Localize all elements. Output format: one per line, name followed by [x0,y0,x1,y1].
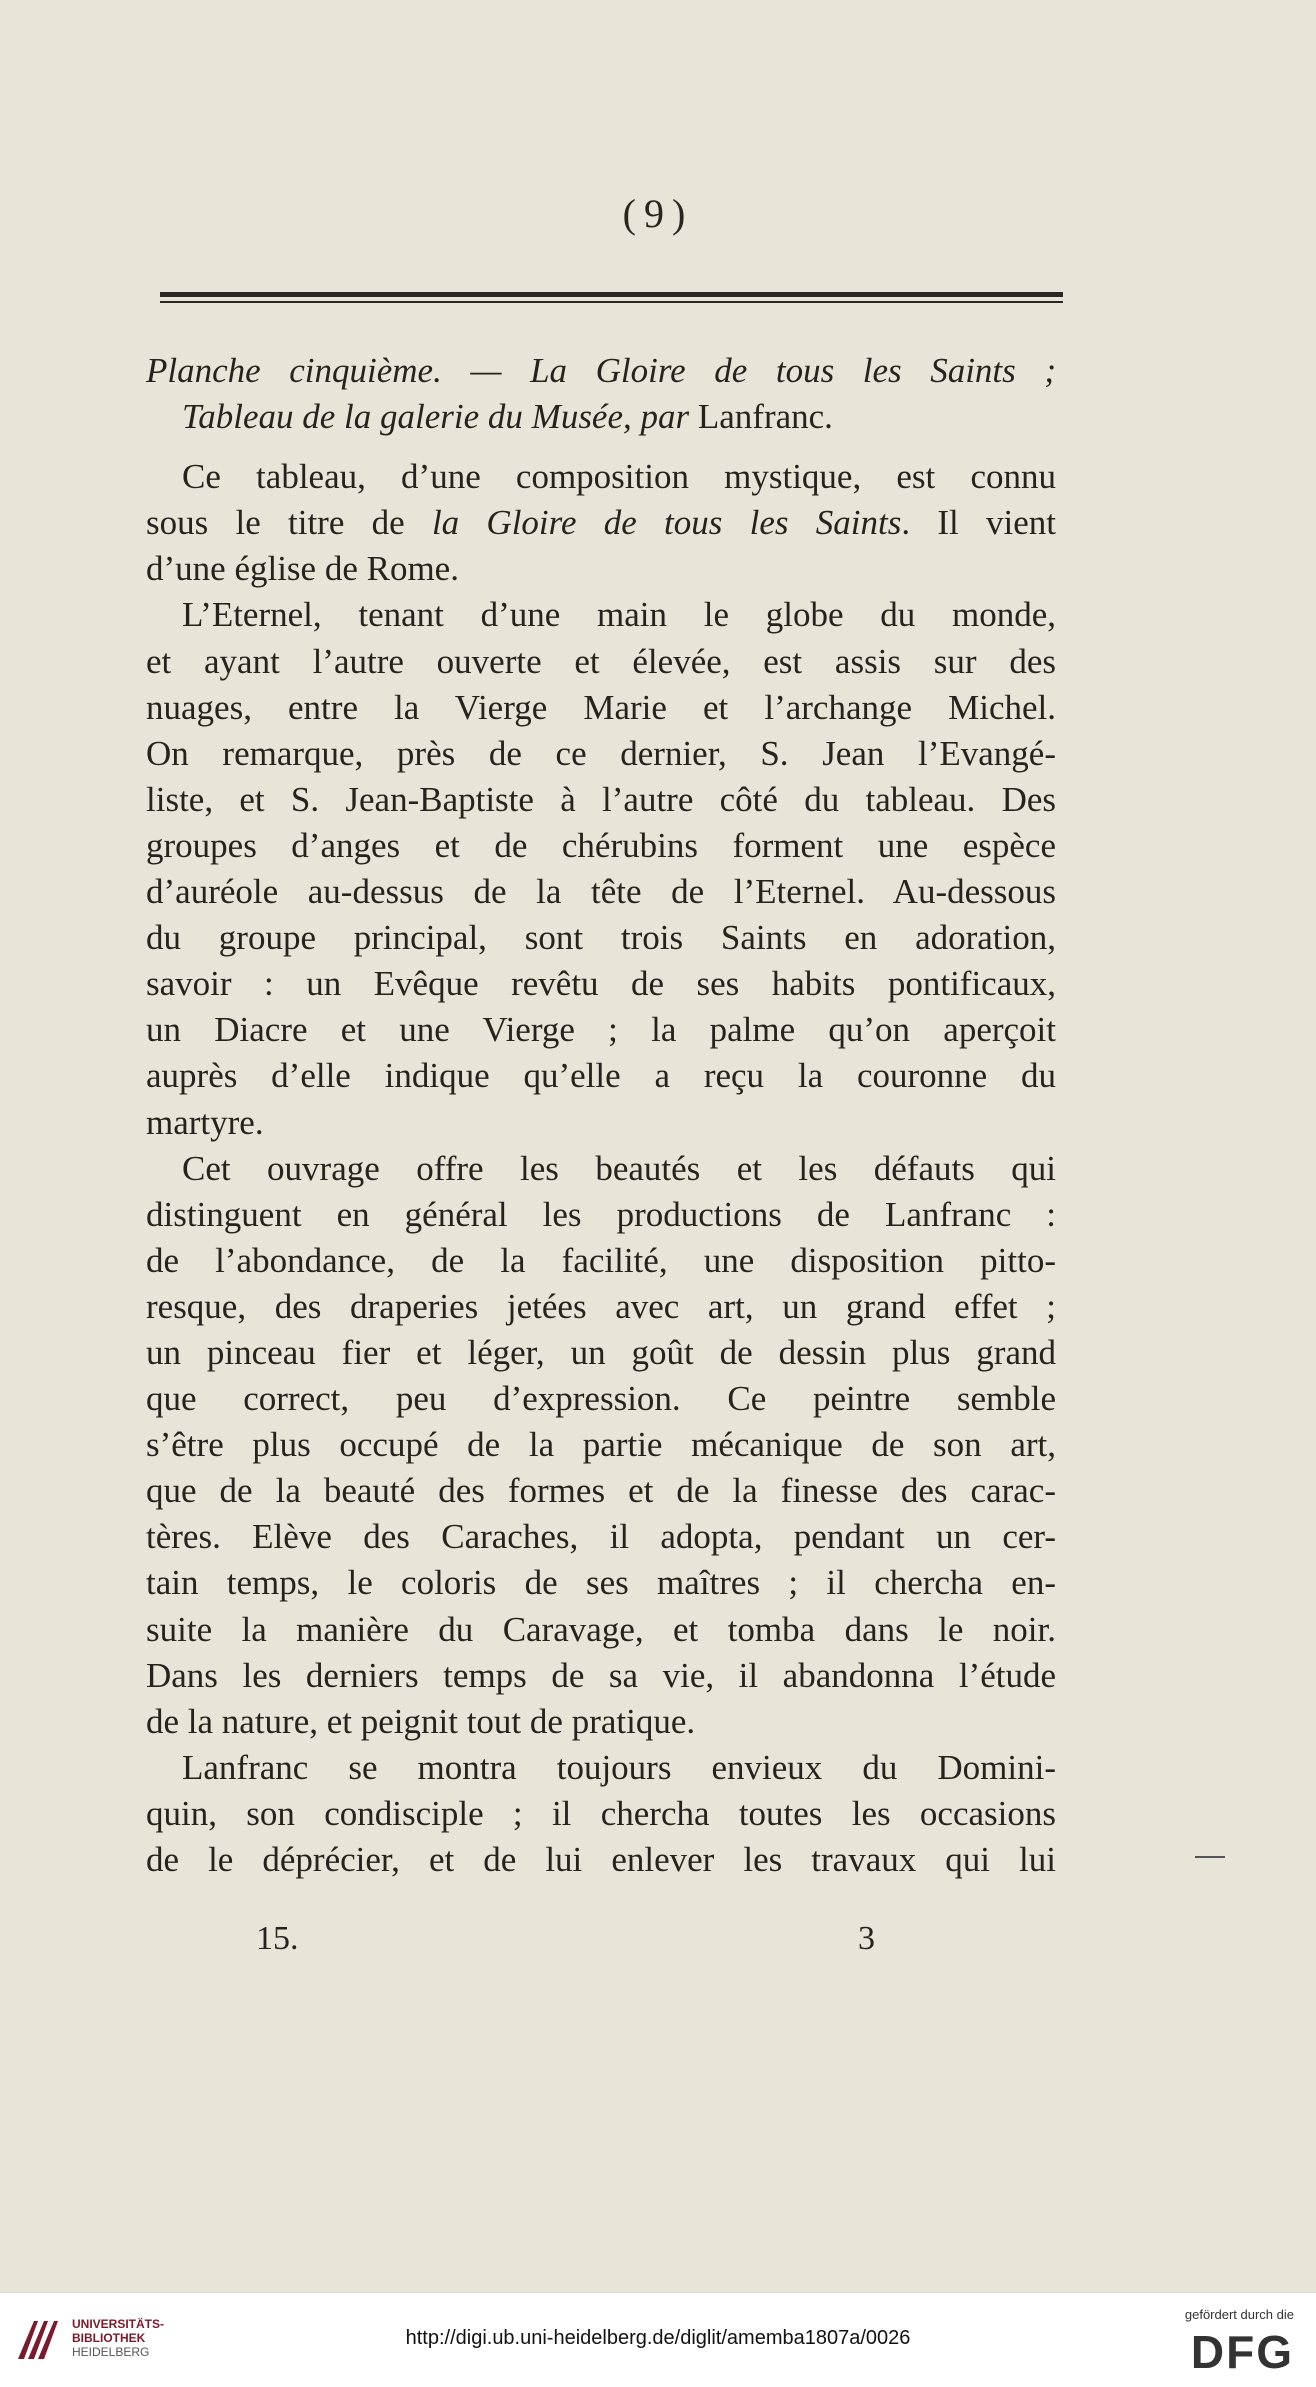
dfg-logo: DFG [1190,2326,1294,2378]
text-line: savoir : un Evêque revêtu de ses habits pontificaux, [146,964,1056,1004]
text-span: sous le titre de [146,503,432,543]
page-number: (9) [622,191,694,236]
signature-mark: 3 [858,1920,875,1957]
caption-italic: Tableau de la galerie du Musée, par [182,397,690,437]
text-line: nuages, entre la Vierge Marie et l’archange Michel. [146,687,1056,727]
caption-line [146,394,1056,440]
text-line: que correct, peu d’expression. Ce peintre semble [146,1379,1056,1419]
text-line: quin, son condisciple ; il chercha toutes les occasions [146,1793,1056,1833]
text-line: L’Eternel, tenant d’une main le globe du monde, [182,595,1056,635]
text-line: de la nature, et peignit tout de pratique. [146,1701,696,1741]
text-line: distinguent en général les productions de Lanfranc : [146,1194,1056,1234]
funding-label: gefördert durch die [1184,2307,1294,2322]
paragraph-gap [146,440,1056,454]
text-line: s’être plus occupé de la partie mécanique de son art, [146,1425,1056,1465]
signature-number: 15. [256,1920,299,1957]
text-line: de l’abondance, de la facilité, une disposition pitto- [146,1240,1056,1280]
caption-line: Planche cinquième. — La Gloire de tous les Saints ; [146,351,1056,390]
text-line: et ayant l’autre ouverte et élevée, est assis sur des [146,641,1056,681]
text-line: un Diacre et une Vierge ; la palme qu’on aperçoit [146,1010,1056,1050]
text-line: Cet ouvrage offre les beautés et les défauts qui [182,1148,1056,1188]
body-lines [146,454,1056,1883]
library-name-city: HEIDELBERG [72,2345,150,2359]
text-line: d’auréole au-dessus de la tête de l’Eternel. Au-dessous [146,872,1056,912]
text-line: On remarque, près de ce dernier, S. Jean l’Evangé- [146,733,1056,773]
text-line: du groupe principal, sont trois Saints en adoration, [146,918,1056,958]
text-line: groupes d’anges et de chérubins forment une espèce [146,825,1056,865]
text-line: Dans les derniers temps de sa vie, il abandonna l’étude [146,1655,1056,1695]
text-line: auprès d’elle indique qu’elle a reçu la couronne du [146,1056,1056,1096]
text-line: liste, et S. Jean-Baptiste à l’autre côté du tableau. Des [146,779,1056,819]
library-name-line: UNIVERSITÄTS- [72,2317,165,2331]
source-url-link[interactable]: http://digi.ub.uni-heidelberg.de/diglit/amemba1807a/0026 [405,2327,911,2349]
text-line: tères. Elève des Caraches, il adopta, pendant un cer- [146,1517,1056,1557]
page-text [146,348,1056,1883]
text-line: Lanfranc se montra toujours envieux du Domini- [182,1747,1056,1787]
header-rule-thin [160,301,1063,303]
text-line: martyre. [146,1102,264,1142]
library-name-line: BIBLIOTHEK [72,2331,146,2345]
margin-mark [1195,1856,1225,1858]
text-line: de le déprécier, et de lui enlever les travaux qui lui [146,1840,1056,1879]
text-span: . Il vient [901,503,1056,543]
text-line: suite la manière du Caravage, et tomba dans le noir. [146,1609,1056,1649]
text-line: d’une église de Rome. [146,549,459,589]
italic-title: la Gloire de tous les Saints [431,503,902,543]
text-line: resque, des draperies jetées avec art, un grand effet ; [146,1286,1056,1326]
footer-bar [0,2292,1316,2387]
text-line: que de la beauté des formes et de la finesse des carac- [146,1471,1056,1511]
text-line: Ce tableau, d’une composition mystique, est connu [182,457,1056,497]
signature-line [146,1920,1056,1966]
text-line: un pinceau fier et léger, un goût de dessin plus grand [146,1332,1056,1372]
caption-author: Lanfranc. [697,397,833,437]
text-line: tain temps, le coloris de ses maîtres ; il chercha en- [146,1563,1056,1603]
header-rule [160,292,1063,297]
text-line [146,500,1056,546]
